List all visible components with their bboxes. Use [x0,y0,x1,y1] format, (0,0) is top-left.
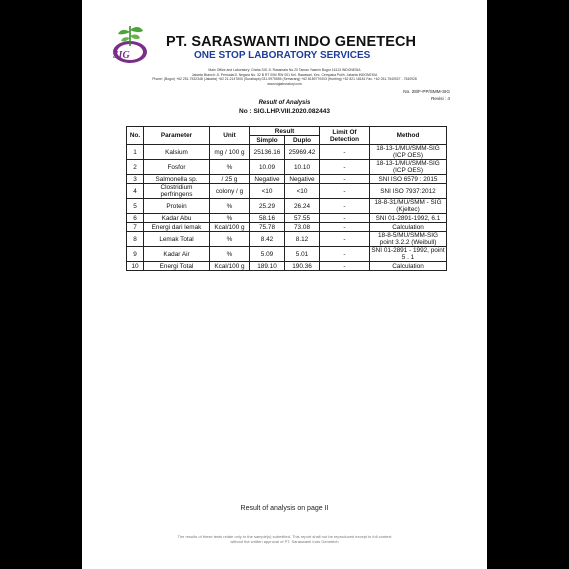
cell-parameter: Kadar Abu [144,214,210,223]
cell-simplo: 25.29 [250,199,285,214]
cell-simplo: 8.42 [250,232,285,247]
header-method: Method [370,127,447,145]
cell-unit: % [210,232,250,247]
address-line-1: Main Office and Laboratory: Graha SIG Jl. Rasamala No.20 Taman Yasmin Bogor 16113 INDONESIA [208,68,361,72]
header-parameter: Parameter [144,127,210,145]
cell-limit: - [320,223,370,232]
cell-limit: - [320,145,370,160]
cell-no: 2 [127,160,144,175]
cell-method: SNI ISO 6579 : 2015 [370,175,447,184]
header-simplo: Simplo [250,136,285,145]
cell-limit: - [320,214,370,223]
cell-parameter: Salmonella sp. [144,175,210,184]
cell-duplo: Negative [285,175,320,184]
cell-no: 4 [127,184,144,199]
cell-simplo: <10 [250,184,285,199]
results-rows [127,145,447,271]
cell-duplo: 73.08 [285,223,320,232]
cell-parameter: Lemak Total [144,232,210,247]
cell-limit: - [320,175,370,184]
cell-simplo: 10.09 [250,160,285,175]
table-row [127,160,447,175]
cell-simplo: Negative [250,175,285,184]
address-line-3: Phone: (Bogor) +62 251-7532348 (Jakarta) +62 21-2147600 (Surabaya) 031-9975555 (Semarang) +62 8189770003 (Hunting) +62 821 18181 Fax. +62 251-7540927 - 7540928 [152,77,417,81]
cell-unit: % [210,160,250,175]
cell-no: 8 [127,232,144,247]
cell-duplo: 5.01 [285,247,320,262]
cell-unit: % [210,214,250,223]
cell-method: SNI 01-2891 - 1992, point 5 . 1 [371,247,445,261]
cell-parameter: Clostridium perfringens [144,184,210,199]
results-table [126,126,447,271]
cell-limit: - [320,184,370,199]
table-row [127,184,447,199]
table-row [127,232,447,247]
cell-method: Calculation [370,223,447,232]
cell-duplo: 10.10 [285,160,320,175]
website: www.siglaboratory.com [267,81,302,86]
table-row [127,145,447,160]
report-page [82,0,487,569]
logo-text: SIG [113,50,130,61]
header-limit: Limit Of Detection [320,127,370,145]
cell-method: Calculation [370,262,447,271]
cell-duplo: <10 [285,184,320,199]
cell-no: 7 [127,223,144,232]
cell-method: 18-13-1/MU/SMM-SIG (ICP OES) [370,160,447,175]
table-row [127,262,447,271]
cell-method: SNI ISO 7937:2012 [370,184,447,199]
cell-duplo: 25969.42 [285,145,320,160]
cell-parameter: Energi dari lemak [144,223,210,232]
footer-note: Result of analysis on page II [240,505,329,512]
header-unit: Unit [210,127,250,145]
cell-method: SNI 01-2891-1992, 6.1 [370,214,447,223]
table-row [127,223,447,232]
table-row [127,247,447,262]
cell-unit: % [210,199,250,214]
disclaimer-line-2: without the written approval of PT. Saraswanti Indo Genetech [230,539,339,545]
doc-no: No. 28/F-PP/SMM-SIG [403,89,450,94]
cell-no: 10 [127,262,144,271]
header-result: Result [250,127,320,136]
cell-duplo: 8.12 [285,232,320,247]
cell-parameter: Protein [144,199,210,214]
cell-unit: colony / g [210,184,250,199]
company-name: PT. SARASWANTI INDO GENETECH [166,34,417,50]
cell-duplo: 57.55 [285,214,320,223]
cell-method: 18-8-5/MU/SMM-SIG point 3.2.2 (Weibull) [370,232,447,247]
address-line-2: Jakarta Branch: Jl. Pemuda/Jl. Negara No. 32 B RT 006/ RW 001 Kel. Rawasari, Kec. Cempaka Putih, Jakarta INDONESIA [191,72,378,77]
table-row [127,199,447,214]
cell-no: 6 [127,214,144,223]
cell-parameter: Kadar Air [144,247,210,262]
cell-limit: - [320,247,370,262]
table-row [127,175,447,184]
cell-no: 5 [127,199,144,214]
cell-unit: % [210,247,250,262]
header-duplo: Duplo [285,136,320,145]
cell-unit: mg / 100 g [210,145,250,160]
cell-duplo: 26.24 [285,199,320,214]
cell-limit: - [320,199,370,214]
cell-no: 1 [127,145,144,160]
cell-method: 18-8-31/MU/SMM - SIG (Kjeltec) [370,199,447,214]
cell-no: 9 [127,247,144,262]
cell-limit: - [320,262,370,271]
cell-parameter: Fosfor [144,160,210,175]
cell-method: 18-13-1/MU/SMM-SIG (ICP OES) [370,145,447,160]
cell-simplo: 5.09 [250,247,285,262]
cell-limit: - [320,232,370,247]
cell-limit: - [320,160,370,175]
report-title: Result of Analysis [258,100,311,106]
cell-duplo: 190.36 [285,262,320,271]
revision: Revisi : 4 [431,96,450,101]
cell-simplo: 189.10 [250,262,285,271]
cell-simplo: 75.78 [250,223,285,232]
disclaimer [82,534,487,544]
cell-unit: Kcal/100 g [210,223,250,232]
cell-unit: Kcal/100 g [210,262,250,271]
table-row [127,214,447,223]
report-number: No : SIG.LHP.VIII.2020.082443 [239,108,330,115]
cell-parameter: Energi Total [144,262,210,271]
header-no: No. [127,127,144,145]
company-tagline: ONE STOP LABORATORY SERVICES [194,50,371,61]
cell-simplo: 58.16 [250,214,285,223]
cell-parameter: Kalsium [144,145,210,160]
cell-simplo: 25136.16 [250,145,285,160]
disclaimer-line-1: The results of these tests relate only to the sample(s) submitted. This report shall not be reproduced except in full context [177,534,392,539]
cell-no: 3 [127,175,144,184]
cell-unit: / 25 g [210,175,250,184]
